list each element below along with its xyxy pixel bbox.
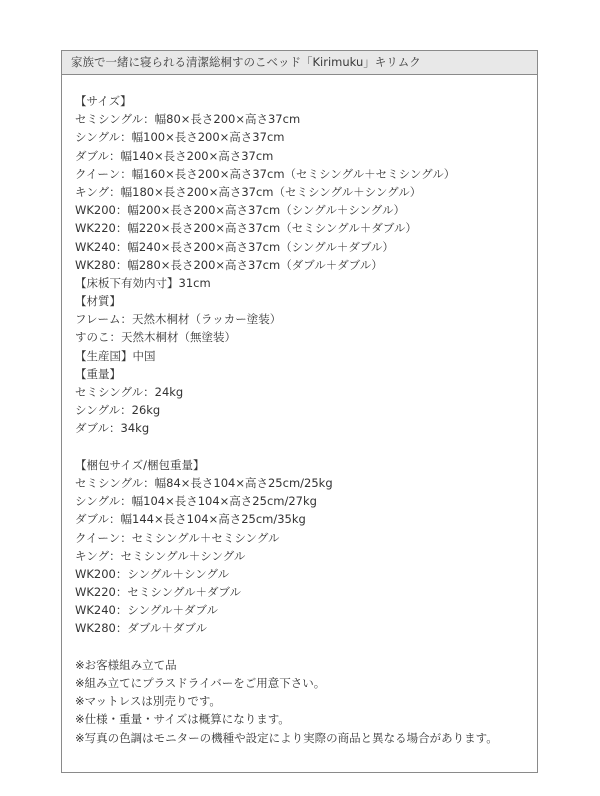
under-floor-clearance: 【床板下有効内寸】31cm <box>75 275 211 290</box>
material-heading: 【材質】 <box>75 294 121 309</box>
origin-line: 【生産国】中国 <box>75 348 156 363</box>
size-heading: 【サイズ】 <box>75 94 132 108</box>
section-spacer <box>75 638 531 656</box>
note-line: ※お客様組み立て品 <box>75 657 177 672</box>
size-item: WK240：幅240×長さ200×高さ37cm（シングル＋ダブル） <box>75 239 394 254</box>
package-item: ダブル：幅144×長さ104×高さ25cm/35kg <box>75 512 306 527</box>
package-item: WK240：シングル＋ダブル <box>75 603 219 618</box>
size-item: セミシングル：幅80×長さ200×高さ37cm <box>75 112 301 127</box>
note-line: ※組み立てにプラスドライバーをご用意下さい。 <box>75 676 326 690</box>
package-heading: 【梱包サイズ/梱包重量】 <box>75 457 205 472</box>
package-item: WK220：セミシングル＋ダブル <box>75 585 242 600</box>
package-item: キング：セミシングル＋シングル <box>75 548 246 563</box>
weight-item: セミシングル：24kg <box>75 385 184 399</box>
size-item: WK220：幅220×長さ200×高さ37cm（セミシングル＋ダブル） <box>75 221 417 236</box>
spec-box <box>61 50 538 773</box>
spec-body <box>75 92 531 747</box>
size-item: クイーン：幅160×長さ200×高さ37cm（セミシングル＋セミシングル） <box>75 166 456 181</box>
size-item: WK200：幅200×長さ200×高さ37cm（シングル＋シングル） <box>75 203 405 218</box>
material-item: フレーム：天然木桐材（ラッカー塗装） <box>75 312 282 327</box>
weight-item: シングル：26kg <box>75 403 161 418</box>
size-item: キング：幅180×長さ200×高さ37cm（セミシングル＋シングル） <box>75 184 422 199</box>
weight-heading: 【重量】 <box>75 366 121 381</box>
package-item: WK200：シングル＋シングル <box>75 566 230 581</box>
spec-header-title: 家族で一緒に寝られる清潔総桐すのこベッド「Kirimuku」キリムク <box>62 51 537 75</box>
package-item: クイーン：セミシングル＋セミシングル <box>75 530 280 545</box>
package-item: シングル：幅104×長さ104×高さ25cm/27kg <box>75 494 317 509</box>
size-item: ダブル：幅140×長さ200×高さ37cm <box>75 148 274 163</box>
package-item: WK280：ダブル＋ダブル <box>75 621 207 636</box>
size-item: シングル：幅100×長さ200×高さ37cm <box>75 130 285 145</box>
weight-item: ダブル：34kg <box>75 421 150 436</box>
package-item: セミシングル：幅84×長さ104×高さ25cm/25kg <box>75 475 333 490</box>
section-spacer <box>75 438 531 456</box>
size-item: WK280：幅280×長さ200×高さ37cm（ダブル＋ダブル） <box>75 257 383 272</box>
material-item: すのこ：天然木桐材（無塗装） <box>75 330 236 345</box>
note-line: ※写真の色調はモニターの機種や設定により実際の商品と異なる場合があります。 <box>75 730 498 745</box>
note-line: ※マットレスは別売りです。 <box>75 694 221 709</box>
note-line: ※仕様・重量・サイズは概算になります。 <box>75 712 290 727</box>
